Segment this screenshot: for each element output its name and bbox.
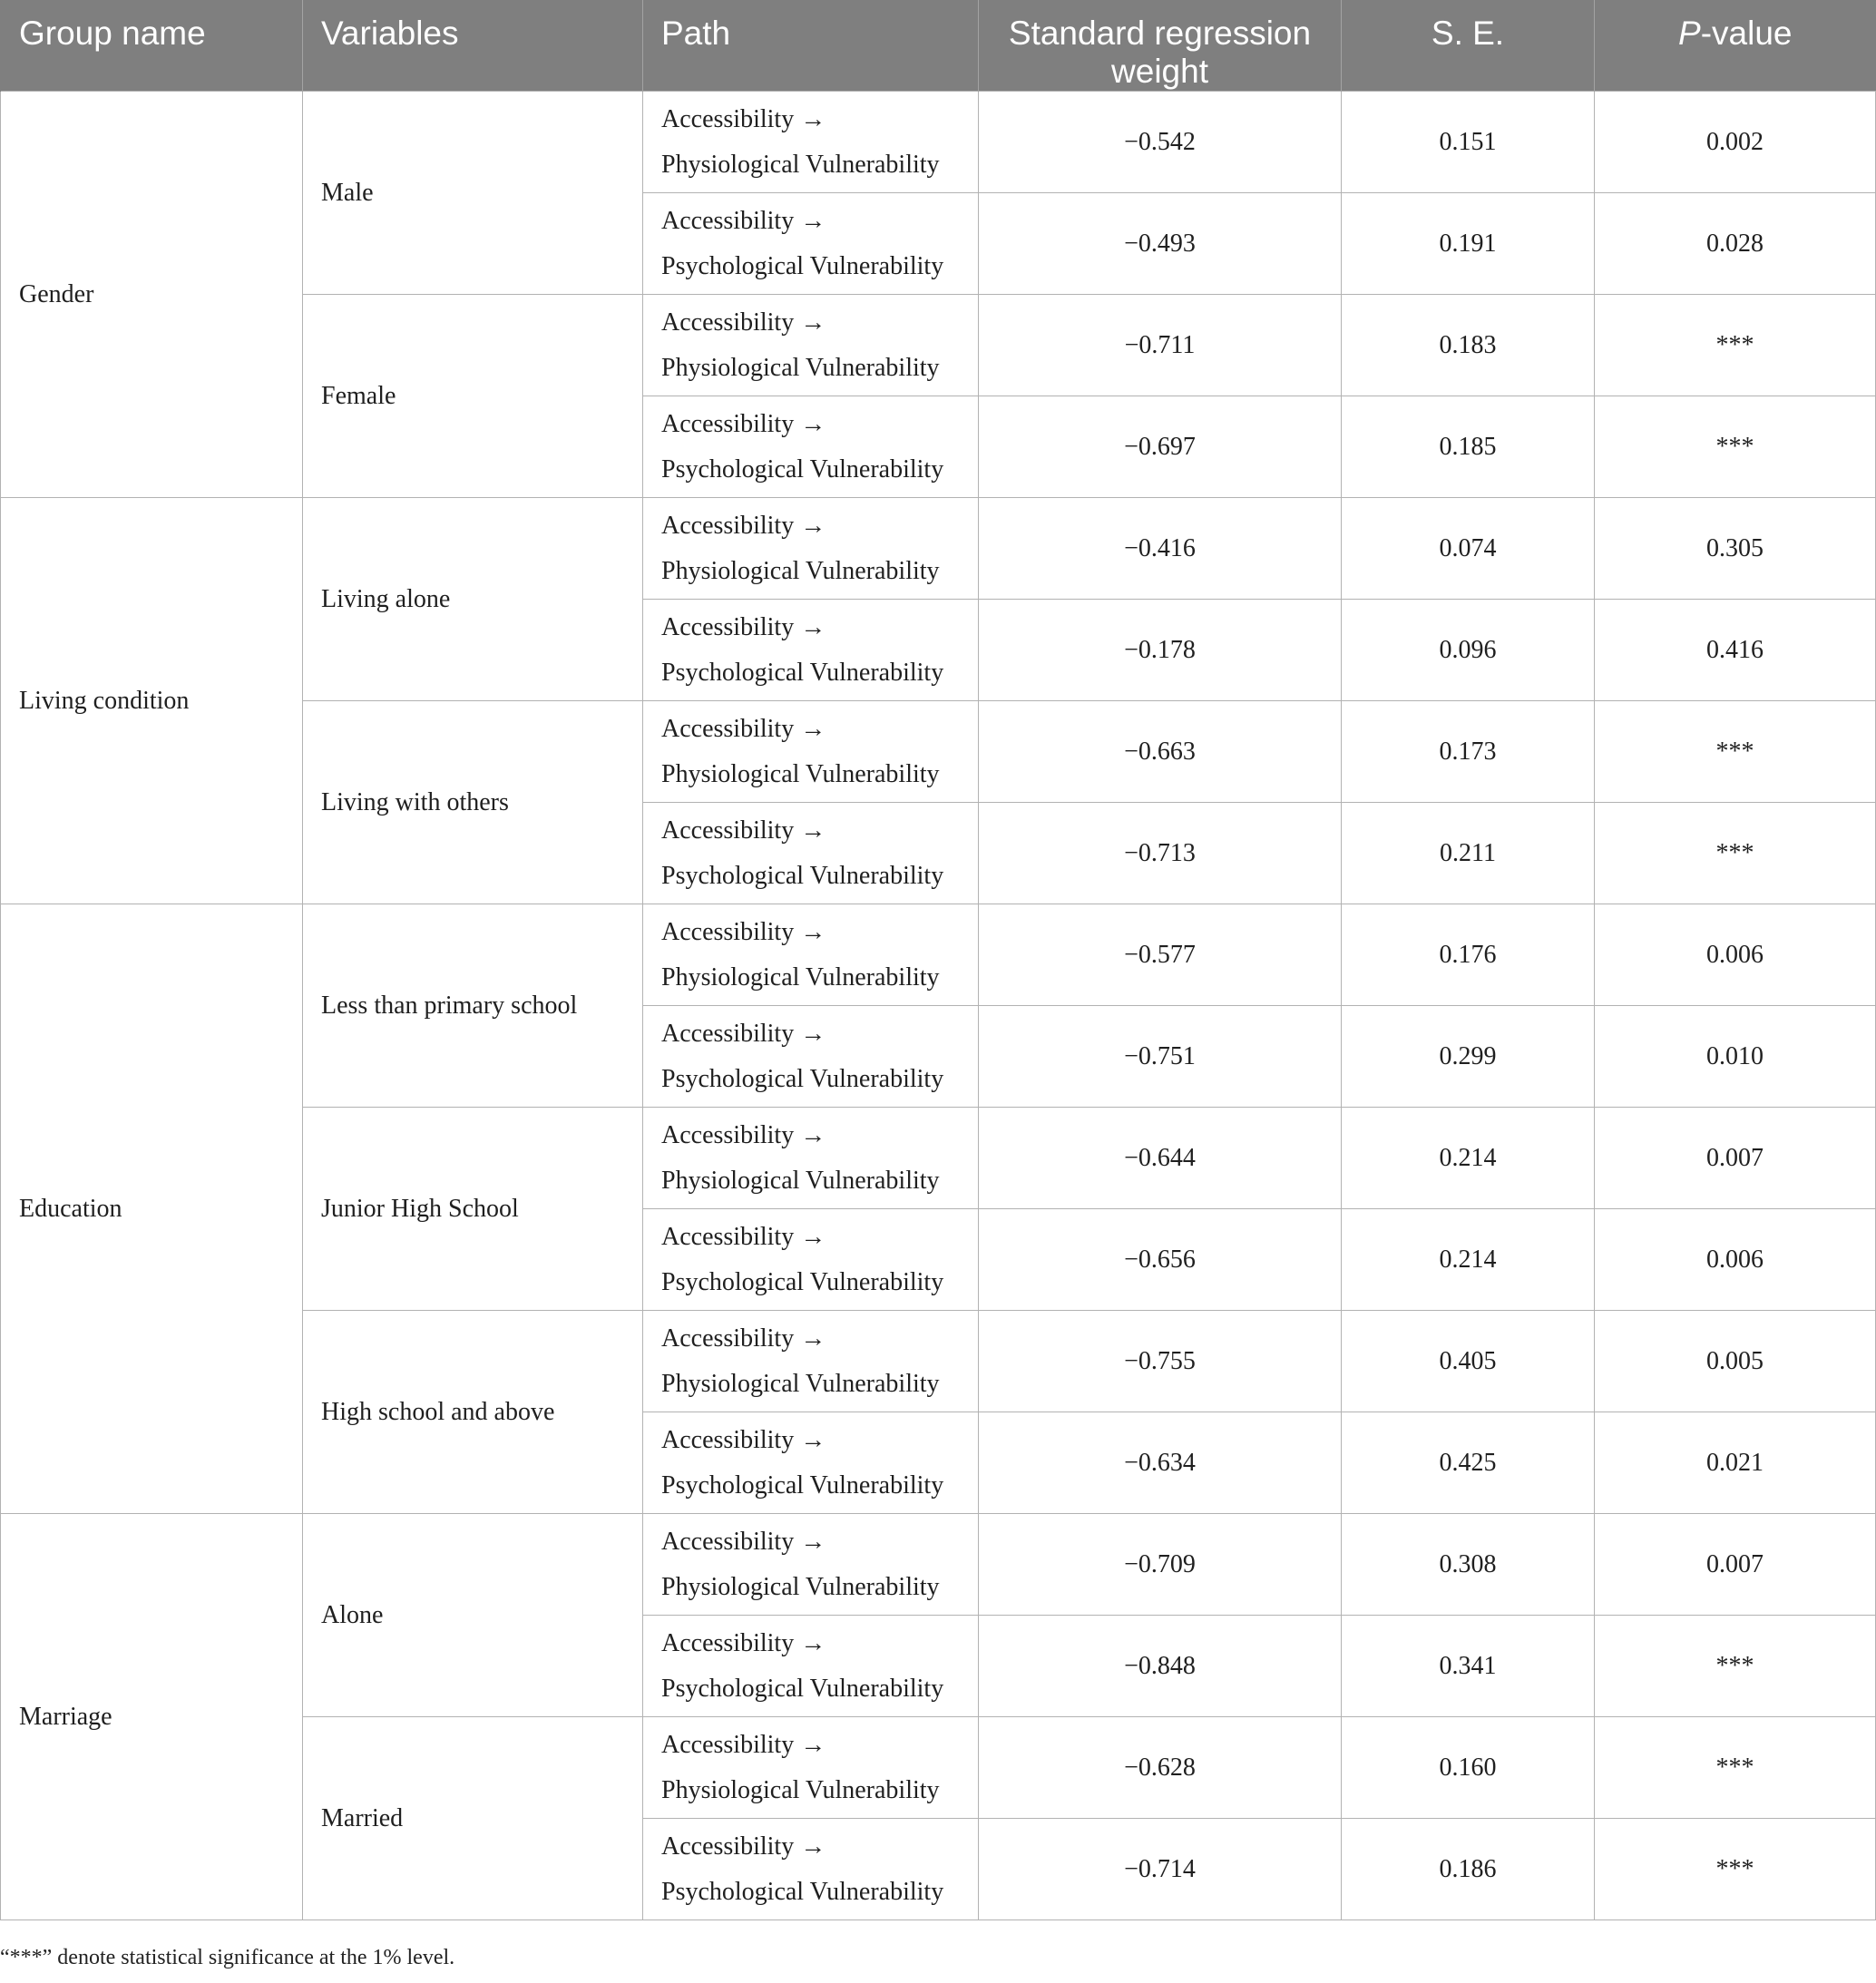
variable-cell: Female [303,295,643,498]
p-value-cell: 0.416 [1595,600,1876,701]
path-line-source: Accessibility → [661,1730,826,1759]
variable-cell: Living alone [303,498,643,701]
se-cell: 0.176 [1342,904,1595,1006]
path-cell [643,1006,979,1108]
p-value-cell: 0.305 [1595,498,1876,600]
table-row [1,498,1876,600]
path-line-source: Accessibility → [661,1222,826,1251]
path-line-source: Accessibility → [661,917,826,946]
weight-cell: −0.751 [979,1006,1342,1108]
se-cell: 0.074 [1342,498,1595,600]
path-cell [643,600,979,701]
path-cell [643,1108,979,1209]
p-value-cell: 0.007 [1595,1108,1876,1209]
se-cell: 0.186 [1342,1819,1595,1920]
path-line-source: Accessibility → [661,104,826,133]
se-cell: 0.425 [1342,1412,1595,1514]
p-value-cell: 0.028 [1595,193,1876,295]
header-row [1,0,1876,92]
path-line-source: Accessibility → [661,1425,826,1454]
group-name-cell: Education [1,904,303,1514]
variable-cell: Male [303,92,643,295]
header-p-rest: -value [1700,15,1793,52]
path-line-target: Psychological Vulnerability [661,1674,944,1703]
path-line-source: Accessibility → [661,1019,826,1048]
weight-cell: −0.416 [979,498,1342,600]
variable-cell: Less than primary school [303,904,643,1108]
se-cell: 0.183 [1342,295,1595,396]
se-cell: 0.185 [1342,396,1595,498]
group-name-cell: Living condition [1,498,303,904]
p-value-cell: *** [1595,803,1876,904]
group-name-cell: Marriage [1,1514,303,1920]
weight-cell: −0.848 [979,1616,1342,1717]
table-body [1,92,1876,1920]
path-cell [643,498,979,600]
se-cell: 0.308 [1342,1514,1595,1616]
path-line-target: Physiological Vulnerability [661,1572,940,1601]
p-value-cell: 0.006 [1595,904,1876,1006]
variable-cell: High school and above [303,1311,643,1514]
p-value-cell: 0.005 [1595,1311,1876,1412]
weight-cell: −0.178 [979,600,1342,701]
table-row [1,92,1876,193]
footnote: “***” denote statistical significance at the 1% level. [0,1946,455,1969]
path-line-source: Accessibility → [661,1324,826,1353]
path-cell [643,1717,979,1819]
p-value-cell: *** [1595,1717,1876,1819]
path-line-target: Physiological Vulnerability [661,759,940,788]
path-cell [643,1616,979,1717]
path-line-target: Psychological Vulnerability [661,1470,944,1499]
path-line-source: Accessibility → [661,612,826,641]
variable-cell: Alone [303,1514,643,1717]
path-cell [643,904,979,1006]
path-line-target: Psychological Vulnerability [661,658,944,687]
path-line-target: Psychological Vulnerability [661,861,944,890]
p-value-cell: 0.006 [1595,1209,1876,1311]
variable-cell: Married [303,1717,643,1920]
path-line-source: Accessibility → [661,1527,826,1556]
path-line-target: Psychological Vulnerability [661,251,944,280]
weight-cell: −0.709 [979,1514,1342,1616]
path-line-source: Accessibility → [661,409,826,438]
path-line-source: Accessibility → [661,816,826,845]
p-value-cell: *** [1595,295,1876,396]
path-cell [643,396,979,498]
p-value-cell: *** [1595,396,1876,498]
header-standard-regression-weight: Standard regression weight [979,0,1342,92]
path-line-target: Psychological Vulnerability [661,1267,944,1296]
path-line-target: Physiological Vulnerability [661,1166,940,1195]
weight-cell: −0.711 [979,295,1342,396]
path-line-target: Physiological Vulnerability [661,556,940,585]
path-cell [643,295,979,396]
p-value-cell: *** [1595,701,1876,803]
path-line-source: Accessibility → [661,1832,826,1861]
path-line-source: Accessibility → [661,714,826,743]
weight-cell: −0.634 [979,1412,1342,1514]
path-cell [643,193,979,295]
path-line-source: Accessibility → [661,1120,826,1149]
se-cell: 0.299 [1342,1006,1595,1108]
path-line-target: Psychological Vulnerability [661,1064,944,1093]
p-value-cell: *** [1595,1616,1876,1717]
weight-cell: −0.493 [979,193,1342,295]
header-se: S. E. [1342,0,1595,92]
path-line-source: Accessibility → [661,1628,826,1657]
path-cell [643,1209,979,1311]
path-cell [643,701,979,803]
p-value-cell: 0.010 [1595,1006,1876,1108]
weight-cell: −0.644 [979,1108,1342,1209]
header-p-value [1595,0,1876,92]
weight-cell: −0.577 [979,904,1342,1006]
se-cell: 0.096 [1342,600,1595,701]
se-cell: 0.173 [1342,701,1595,803]
path-cell [643,92,979,193]
variable-cell: Living with others [303,701,643,904]
variable-cell: Junior High School [303,1108,643,1311]
path-line-target: Physiological Vulnerability [661,150,940,179]
weight-cell: −0.656 [979,1209,1342,1311]
path-line-source: Accessibility → [661,206,826,235]
weight-cell: −0.714 [979,1819,1342,1920]
se-cell: 0.160 [1342,1717,1595,1819]
p-value-cell: 0.021 [1595,1412,1876,1514]
weight-cell: −0.628 [979,1717,1342,1819]
weight-cell: −0.542 [979,92,1342,193]
path-line-target: Physiological Vulnerability [661,962,940,992]
header-path: Path [643,0,979,92]
path-cell [643,1412,979,1514]
group-name-cell: Gender [1,92,303,498]
header-p-italic: P [1678,15,1701,52]
path-line-target: Psychological Vulnerability [661,1877,944,1906]
weight-cell: −0.755 [979,1311,1342,1412]
p-value-cell: *** [1595,1819,1876,1920]
header-variables: Variables [303,0,643,92]
path-cell [643,1819,979,1920]
path-line-source: Accessibility → [661,511,826,540]
path-line-target: Physiological Vulnerability [661,353,940,382]
se-cell: 0.191 [1342,193,1595,295]
weight-cell: −0.663 [979,701,1342,803]
weight-cell: −0.713 [979,803,1342,904]
se-cell: 0.341 [1342,1616,1595,1717]
table-row [1,1514,1876,1616]
path-line-target: Psychological Vulnerability [661,454,944,484]
se-cell: 0.211 [1342,803,1595,904]
path-line-target: Physiological Vulnerability [661,1369,940,1398]
header-group-name: Group name [1,0,303,92]
weight-cell: −0.697 [979,396,1342,498]
p-value-cell: 0.007 [1595,1514,1876,1616]
path-cell [643,1514,979,1616]
se-cell: 0.214 [1342,1209,1595,1311]
path-line-source: Accessibility → [661,308,826,337]
se-cell: 0.151 [1342,92,1595,193]
table-row [1,904,1876,1006]
path-cell [643,1311,979,1412]
se-cell: 0.214 [1342,1108,1595,1209]
path-line-target: Physiological Vulnerability [661,1775,940,1804]
se-cell: 0.405 [1342,1311,1595,1412]
path-cell [643,803,979,904]
p-value-cell: 0.002 [1595,92,1876,193]
